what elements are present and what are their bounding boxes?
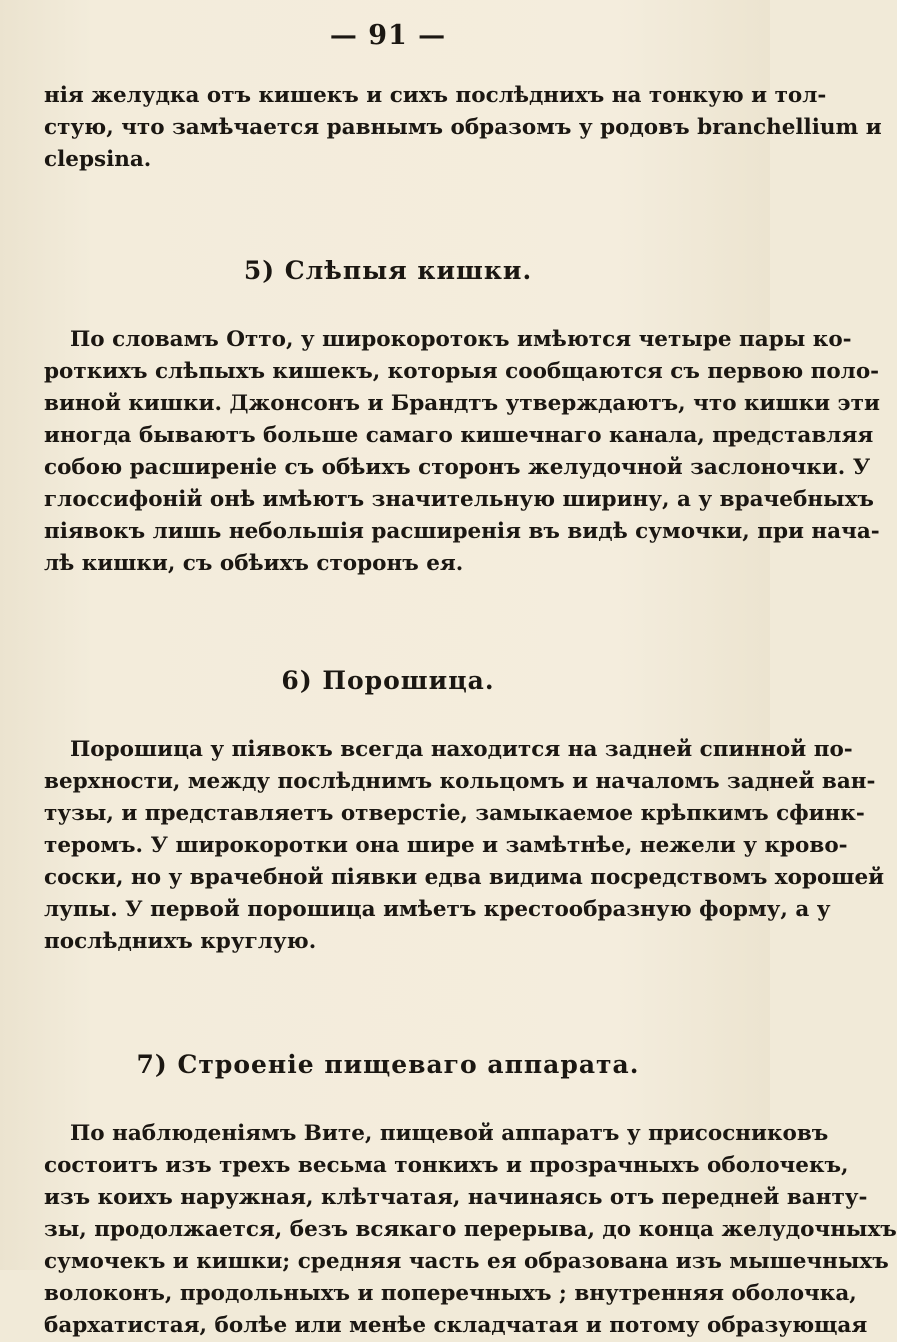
text-line: піявокъ лишь небольшія расширенія въ видѣ сумочки, при нача- <box>44 519 880 544</box>
text-line: изъ коихъ наружная, клѣтчатая, начинаясь отъ передней ванту- <box>44 1185 868 1210</box>
text-line: иногда бываютъ больше самаго кишечнаго канала, представляя <box>44 423 874 448</box>
section-6-paragraph <box>44 734 885 958</box>
page-number: — 91 — <box>329 20 447 51</box>
text-line: стую, что замѣчается равнымъ образомъ у родовъ branchellium и <box>44 115 882 140</box>
text-line: По наблюденіямъ Вите, пищевой аппаратъ у присосниковъ <box>70 1121 829 1146</box>
section-heading-5: 5) Слѣпыя кишки. <box>243 256 533 285</box>
text-line: нія желудка отъ кишекъ и сихъ послѣднихъ на тонкую и тол- <box>44 83 827 108</box>
section-5-paragraph <box>44 324 880 580</box>
text-line: clepsina. <box>44 147 152 172</box>
section-heading-6: 6) Порошица. <box>281 666 495 695</box>
text-line: лупы. У первой порошица имѣетъ крестообразную форму, а у <box>44 897 831 922</box>
text-line: тузы, и представляетъ отверстіе, замыкаемое крѣпкимъ сфинк- <box>44 801 865 826</box>
text-line: сумочекъ и кишки; средняя часть ея образована изъ мышечныхъ <box>44 1249 889 1274</box>
text-line: собою расширеніе съ обѣихъ сторонъ желудочной заслоночки. У <box>44 455 871 480</box>
text-line: виной кишки. Джонсонъ и Брандтъ утверждаютъ, что кишки эти <box>44 391 880 416</box>
intro-paragraph <box>44 80 882 176</box>
text-line: волоконъ, продольныхъ и поперечныхъ ; внутренняя оболочка, <box>44 1281 857 1306</box>
text-line: послѣднихъ круглую. <box>44 929 317 954</box>
text-line: соски, но у врачебной піявки едва видима посредствомъ хорошей <box>44 865 885 890</box>
text-line: лѣ кишки, съ обѣихъ сторонъ ея. <box>44 551 464 576</box>
text-line: состоитъ изъ трехъ весьма тонкихъ и прозрачныхъ оболочекъ, <box>44 1153 849 1178</box>
section-7-paragraph <box>44 1118 897 1342</box>
text-line: По словамъ Отто, у широкоротокъ имѣются четыре пары ко- <box>70 327 852 352</box>
text-line: глоссифоній онѣ имѣютъ значительную ширину, а у врачебныхъ <box>44 487 874 512</box>
text-line: бархатистая, болѣе или менѣе складчатая и потому образующая <box>44 1313 868 1338</box>
text-line: зы, продолжается, безъ всякаго перерыва, до конца желудочныхъ <box>44 1217 897 1242</box>
text-line: Порошица у піявокъ всегда находится на задней спинной по- <box>70 737 853 762</box>
text-line: роткихъ слѣпыхъ кишекъ, которыя сообщаются съ первою поло- <box>44 359 880 384</box>
text-line: верхности, между послѣднимъ кольцомъ и началомъ задней ван- <box>44 769 876 794</box>
section-heading-7: 7) Строеніе пищеваго аппарата. <box>136 1050 640 1079</box>
text-line: теромъ. У широкоротки она шире и замѣтнѣе, нежели у крово- <box>44 833 848 858</box>
